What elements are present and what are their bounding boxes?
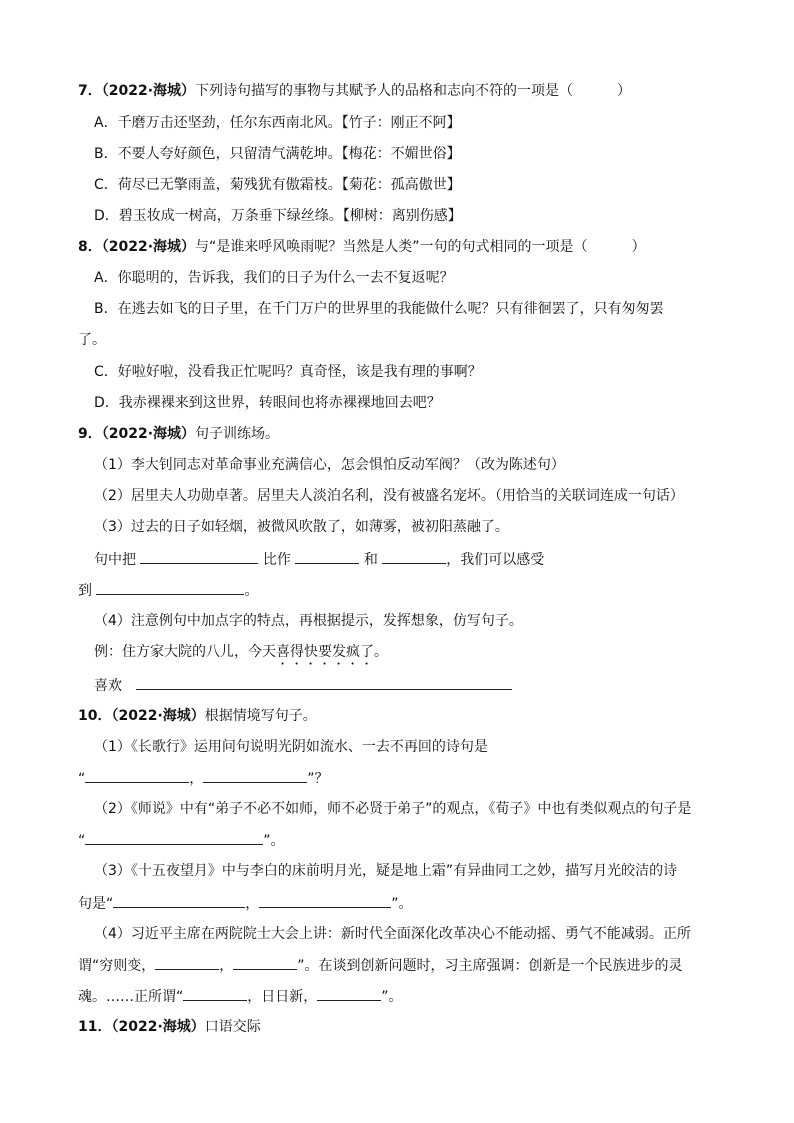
q8-option-a: A．你聪明的，告诉我，我们的日子为什么一去不复返呢？ [94,270,454,286]
q10-text: 根据情境写句子。 [204,708,317,724]
q10-sub4-fill-continued: 魂。……正所谓“ ，日日新， ”。 [78,986,403,1007]
q9-blank-1[interactable] [140,549,258,564]
q9-sub3: （3）过去的日子如轻烟，被微风吹散了，如薄雾，被初阳蒸融了。 [94,519,509,535]
q9-sub3-fill-continued: 到 。 [78,580,258,601]
q8-option-b-continued: 了。 [78,332,106,348]
q9-prompt: 喜欢 [94,675,512,696]
q7-source: （2022·海城） [101,83,196,99]
q9-sub4: （4）注意例句中加点字的特点，再根据提示，发挥想象，仿写句子。 [94,613,523,629]
q10-sub3-fill: 句是“ ， ”。 [78,893,413,914]
q10-sub2-fill: “ ”。 [78,830,285,851]
q9-blank-3[interactable] [382,549,446,564]
q9-blank-2[interactable] [295,549,359,564]
q9-number: 9． [78,426,102,442]
q7-option-c: C．荷尽已无擎雨盖，菊残犹有傲霜枝。【菊花：孤高傲世】 [94,177,461,193]
q9-example-dotted-text: 喜得快要发疯了 [276,644,374,660]
q10-blank-1[interactable] [85,768,189,783]
q11-stem [78,1017,261,1037]
q7-option-b: B．不要人夸好颜色，只留清气满乾坤。【梅花：不媚世俗】 [94,146,461,162]
q8-stem: 8．（2022·海城）与“是谁来呼风唤雨呢？当然是人类”一句的句式相同的一项是（ ） [78,239,646,255]
q10-sub1-fill: “ ， ”？ [78,768,329,789]
q10-blank-4[interactable] [113,893,245,908]
q10-sub4: （4）习近平主席在两院院士大会上讲：新时代全面深化改革决心不能动摇、勇气不能减弱。正所 [94,926,691,942]
q10-blank-6[interactable] [155,955,219,970]
q10-blank-3[interactable] [85,830,263,845]
q7-number: 7． [78,83,102,99]
q9-stem [78,424,279,444]
q10-blank-2[interactable] [203,768,307,783]
q8-option-c: C．好啦好啦，没看我正忙呢吗？真奇怪，该是我有理的事啊？ [94,364,482,380]
q7-option-a: A．千磨万击还坚劲，任尔东西南北风。【竹子：刚正不阿】 [94,115,461,131]
q8-option-b: B．在逃去如飞的日子里，在千门万户的世界里的我能做什么呢？只有徘徊罢了，只有匆匆罢 [94,301,664,317]
q8-number: 8． [78,239,102,255]
q9-sub3-fill: 句中把 比作 和 ，我们可以感受 [94,549,544,570]
q11-source: （2022·海城） [111,1019,205,1035]
q8-text: 与“是谁来呼风唤雨呢？当然是人类”一句的句式相同的一项是（ [195,239,588,255]
q9-blank-4[interactable] [96,580,244,595]
q10-blank-9[interactable] [317,986,381,1001]
q9-source: （2022·海城） [101,426,196,442]
q8-source: （2022·海城） [101,239,196,255]
q10-stem [78,706,317,726]
q7-text: 下列诗句描写的事物与其赋予人的品格和志向不符的一项是（ [195,83,574,99]
q10-number: 10． [78,708,112,724]
q10-blank-5[interactable] [259,893,391,908]
q9-text: 句子训练场。 [195,426,280,442]
q10-sub2: （2）《师说》中有“弟子不必不如师，师不必贤于弟子”的观点，《荀子》中也有类似观点的句子是 [94,801,692,817]
q11-text: 口语交际 [204,1019,261,1035]
q10-source: （2022·海城） [111,708,205,724]
q9-sub1: （1）李大钊同志对革命事业充满信心，怎会惧怕反动军阀？（改为陈述句） [94,457,565,473]
q11-number: 11． [78,1019,112,1035]
q7-stem: 7．（2022·海城）下列诗句描写的事物与其赋予人的品格和志向不符的一项是（ ） [78,83,632,99]
q10-blank-8[interactable] [183,986,247,1001]
q9-example: 例：住方家大院的八儿，今天喜得快要发疯了。 [94,644,388,660]
q8-option-d: D．我赤裸裸来到这世界，转眼间也将赤裸裸地回去吧？ [94,395,441,411]
q7-option-d: D．碧玉妆成一树高，万条垂下绿丝绦。【柳树：离别伤感】 [94,208,462,224]
q9-sub2: （2）居里夫人功勋卓著。居里夫人淡泊名利，没有被盛名宠坏。（用恰当的关联词连成一句话） [94,488,684,504]
q10-sub3: （3）《十五夜望月》中与李白的床前明月光，疑是地上霜”有异曲同工之妙，描写月光皎洁的诗 [94,863,678,879]
q10-blank-7[interactable] [233,955,297,970]
q10-sub4-fill: 谓“穷则变， ， ”。在谈到创新问题时，习主席强调：创新是一个民族进步的灵 [78,955,683,976]
q9-answer-blank[interactable] [136,675,512,690]
q10-sub1: （1）《长歌行》运用问句说明光阴如流水、一去不再回的诗句是 [94,739,488,755]
